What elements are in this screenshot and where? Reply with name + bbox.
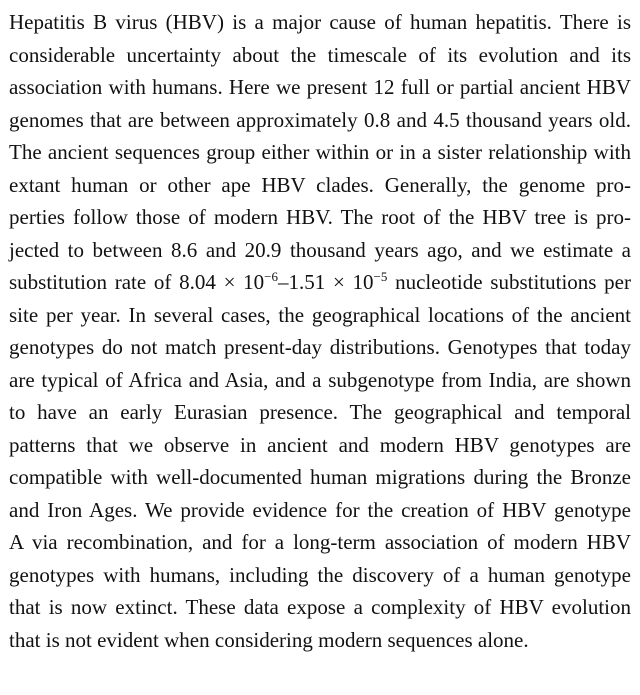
abstract-paragraph [9, 6, 631, 656]
abstract-line: site per year. In several cases, the geographical locations of the ancient [9, 302, 631, 327]
rate-exponent-lower: −6 [264, 269, 278, 284]
rate-exponent-upper: −5 [373, 269, 388, 284]
abstract-line: compatible with well-documented human migrations during the Bronze [9, 465, 631, 489]
abstract-line: Hepatitis B virus (HBV) is a major cause of human hepatitis. There is [9, 10, 631, 34]
rate-text-middle: –1.51 × 10 [278, 270, 374, 294]
abstract-line: and Iron Ages. We provide evidence for the creation of HBV genotype [9, 497, 631, 522]
abstract-line: extant human or other ape HBV clades. Generally, the genome pro- [9, 172, 631, 197]
abstract-line: to have an early Eurasian presence. The geographical and temporal [9, 400, 631, 424]
abstract-line: perties follow those of modern HBV. The root of the HBV tree is pro- [9, 205, 631, 229]
abstract-line: A via recombination, and for a long-term association of modern HBV [9, 530, 631, 554]
abstract-line-final: that is not evident when considering modern sequences alone. [9, 627, 529, 652]
abstract-line: genomes that are between approximately 0.8 and 4.5 thousand years old. [9, 107, 631, 132]
abstract-line: jected to between 8.6 and 20.9 thousand years ago, and we estimate a [9, 237, 631, 262]
rate-text-start: substitution rate of 8.04 × 10 [9, 270, 265, 294]
abstract-line-substitution-rate [9, 266, 631, 299]
abstract-line: The ancient sequences group either within or in a sister relationship with [9, 140, 631, 164]
abstract-line: considerable uncertainty about the timescale of its evolution and its [9, 42, 631, 67]
abstract-line: association with humans. Here we present 12 full or partial ancient HBV [9, 75, 631, 99]
abstract-line: genotypes do not match present-day distributions. Genotypes that today [9, 335, 631, 359]
abstract-line: patterns that we observe in ancient and modern HBV genotypes are [9, 432, 631, 457]
abstract-line: that is now extinct. These data expose a complexity of HBV evolution [9, 595, 631, 619]
rate-text-end: nucleotide substitutions per [387, 270, 631, 294]
abstract-line: genotypes with humans, including the discovery of a human genotype [9, 562, 631, 587]
abstract-line: are typical of Africa and Asia, and a subgenotype from India, are shown [9, 367, 631, 392]
